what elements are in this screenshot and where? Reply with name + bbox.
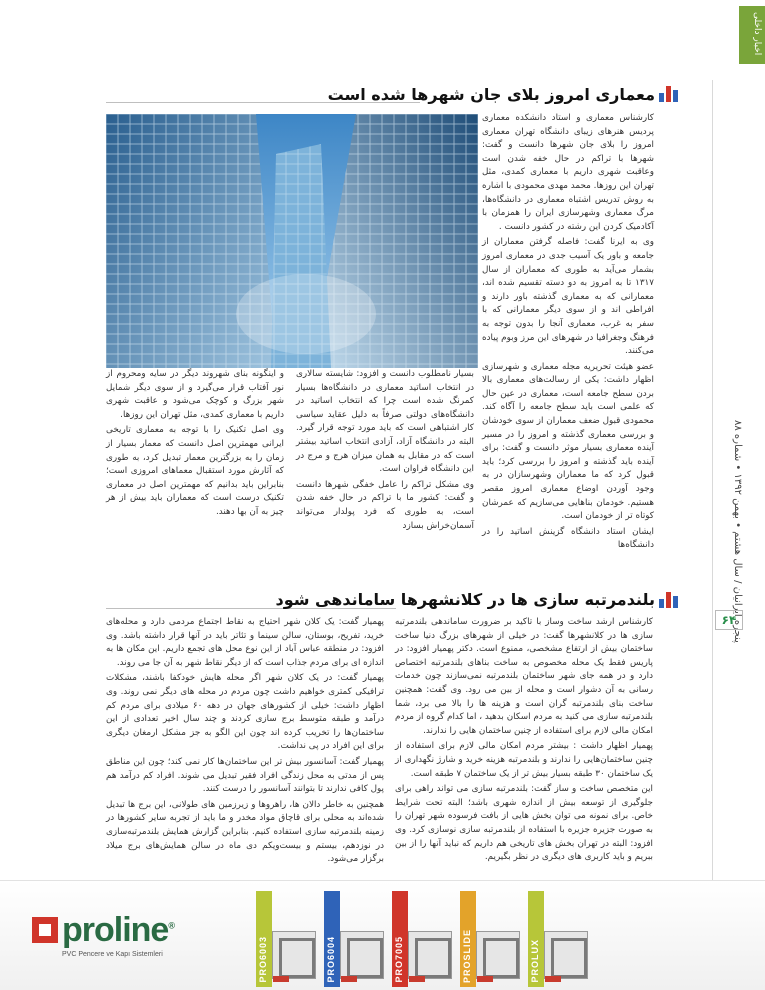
issue-meta-text: پنجره ایرانیان / سال هشتم • بهمن ۱۳۹۲ • شماره ۸۸ xyxy=(732,420,743,643)
product-name: PRO7005 xyxy=(394,936,404,983)
section-tab xyxy=(739,6,765,64)
paragraph: پهمیار گفت: در یک کلان شهر اگر محله هایش خودکفا باشند، مشکلات ترافیکی کمتری خواهیم داشت چون مردم در محله های دیگر نمی روند. وی اظهار داشت: خیلی از کشورهای جهان در دهه ۶۰ میلادی برای مردم کم درآمد و طبقه متوسط برج سازی کردند و چند سال اخیر تعدادی از این ساختمان‌ها را تخریب کرده اند چون این الگو به جز مشکل ارمغان دیگری برای این افراد در پی نداشت. xyxy=(106,673,384,752)
paragraph: همچنین به خاطر دالان ها، راهروها و زیرزمین های طولانی، این برج ها تبدیل شده‌اند به محلی برای قاچاق مواد مخدر و ما باید از تجربه سایر کشورها در زمینه بلندمرتبه سازی استفاده کنیم. بنابراین گزارش همایش بلندمرتبه‌سازی در نوزدهم، بیستم و بیست‌ویکم دی ماه در سالن همایش‌های برج میلاد برگزار می‌شود. xyxy=(106,799,384,865)
paragraph: وی مشکل تراکم را عامل خفگی شهرها دانست و گفت: کشور ما با تراکم در حال خفه شدن است، به طوری که فرد پولدار می‌تواند آسمان‌خراش بسازد xyxy=(296,479,474,531)
product-profile xyxy=(386,891,456,987)
paragraph: ایشان استاد دانشگاه گزینش اساتید را در دانشگاه‌ها xyxy=(482,526,654,551)
skyscraper-photo xyxy=(106,114,478,368)
product-label-band xyxy=(460,891,476,987)
product-label-band xyxy=(324,891,340,987)
proline-advertisement xyxy=(0,880,765,990)
article2-column-left xyxy=(106,616,384,869)
paragraph: وی به ایرنا گفت: فاصله گرفتن معماران از جامعه و باور یک آسیب جدی در معماری امروز بشمار می‌آید به طوری که معماران از سال ۱۳۱۷ تا به امروز به دو دسته تقسیم شده اند، معمارانی که به معماری گذشته باور دارند و افراطی اند و از سوی دیگر معمارانی که با سفر به غرب، معماری آنجا را بدون توجه به فرهنگ وجغرافیا در شهرهای این مرز وبوم پیاده می‌کنند. xyxy=(482,237,654,357)
page-number: ۶۴ xyxy=(715,610,743,630)
article1-column-left xyxy=(106,368,284,522)
paragraph: و اینگونه بنای شهروند دیگر در سایه ومحروم از نور آفتاب قرار می‌گیرد و از سوی دیگر شمایل شهر بزرگ و کوچک می‌شود و عاقبت شهری داریم با معماری کمدی، مثل تهران این روزها. xyxy=(106,369,284,420)
product-label-band xyxy=(392,891,408,987)
article1-column-right xyxy=(482,112,654,555)
bar-chart-icon xyxy=(659,86,679,102)
paragraph: کارشناس معماری و استاد دانشکده معماری پردیس هنرهای زیبای دانشگاه تهران معماری امروز را بلای جان شهرها دانست و گفت: شهرها با تراکم در حال خفه شدن است وعاقبت شهری داریم با معماری کمدی، مثل تهران این روزها. محمد مهدی محمودی با اشاره به روش تدریس اشتباه معماری در دانشگاه‌ها، مرگ معماری وشهرسازی ایران را همزمان با آکادمیک کردن این رشته در کشور دانست . xyxy=(482,113,654,232)
article2-title: بلندمرتبه سازی ها در کلانشهرها ساماندهی شود xyxy=(275,590,655,609)
proline-logo-mark xyxy=(32,917,58,943)
product-label-band xyxy=(528,891,544,987)
product-profile xyxy=(454,891,524,987)
product-name: PROSLIDE xyxy=(462,928,472,983)
skyscraper-illustration xyxy=(106,114,478,368)
window-profile-icon xyxy=(272,931,316,979)
paragraph: پهمیار اظهار داشت : بیشتر مردم امکان مالی لازم برای استفاده از چنین ساختمان‌هایی را ندارند و بلندمرتبه هزینه خرید و شارژ نگهداری از یک ساختمان ۳۰ طبقه بسیار بیش تر از یک ساختمان ۷ طبقه است. xyxy=(395,741,653,779)
window-profile-icon xyxy=(408,931,452,979)
proline-tagline: PVC Pencere ve Kapı Sistemleri xyxy=(62,951,163,958)
paragraph: پهمیار گفت: آسانسور بیش تر این ساختمان‌ها کار نمی کند؛ چون این مناطق پس از مدتی به محل زندگی افراد فقیر تبدیل می شوند. افراد کم درآمد هم پول کافی ندارند تا بتوانند آسانسور را درست کنند. xyxy=(106,756,384,795)
product-name: PROLUX xyxy=(530,939,540,983)
product-name: PRO6003 xyxy=(258,936,268,983)
paragraph: وی اصل تکنیک را با توجه به معماری تاریخی ایرانی مهمترین اصل دانست که معمار بسیار از زمان را به بزرگترین معمار تبدیل کرد، به طوری که آثارش مورد استقبال معماهای امروزی است؛ بنابراین باید بدانیم که مهمترین اصل در معماری تکنیک درست است که معماران باید بیش از هر چیز به آن بها دهند. xyxy=(106,425,284,517)
article1-column-middle xyxy=(296,368,474,535)
product-profile xyxy=(522,891,592,987)
bar-chart-icon xyxy=(659,592,679,608)
paragraph: بسیار نامطلوب دانست و افزود: شایسته سالاری در انتخاب اساتید معماری در دانشگاه‌ها بسیار کمرنگ شده است چرا که انتخاب اساتید در دانشگاه‌های دولتی صرفاً به دلیل عقاید سیاسی کار اشتباهی است که باید مورد توجه قرار گیرد. البته در دانشگاه آزاد، آزادی انتخاب اساتید بیشتر است که در مقابل به همان میزان هرج و مرج در این دانشگاه فراوان است. xyxy=(296,369,474,475)
product-name: PRO6004 xyxy=(326,936,336,983)
paragraph: عضو هیئت تحریریه مجله معماری و شهرسازی اظهار داشت: یکی از رسالت‌های معماری بالا بردن سطح جامعه است، معماری در عین حال که علمی است باید سطح جامعه را آگاه کند. محمودی قبول ضعف معماران از سوی خودشان و بررسی معماری گذشته و امروز را در مسیر آینده معماری بسیار موثر دانست و گفت: برای آینده باید گذشته و امروز را بررسی کرد؛ باید قبول کرد که ما معماران وشهرسازان در به وجود آوردن اوضاع معماری امروز مقصر هستیم. خودمان بناهایی می‌سازیم که عمرشان کوتاه تر از خودمان است. xyxy=(482,361,654,522)
section-tab-label: اخبار داخلی xyxy=(752,12,762,56)
product-profile xyxy=(250,891,320,987)
product-label-band xyxy=(256,891,272,987)
article2-column-right xyxy=(395,616,653,867)
paragraph: کارشناس ارشد ساخت وساز با تاکید بر ضرورت ساماندهی بلندمرتبه سازی ها در کلانشهرها گفت: در خیلی از شهرهای بزرگ دنیا ساخت ساختمان بیش از ارتفاع مشخصی، ممنوع است. دکتر پهمیار افزود: در پاریس فقط یک محله مخصوص به ساخت بناهای بلندمرتبه اختصاص دارد و در همه جای شهر ساختمان بلندمرتبه نمی‌سازند چون خدمات رسانی به آن دشوار است و محله از بین می رود. وی گفت: همچنین ساخت بنای بلندمرتبه گران است و هزینه ها را بالا می برد، شما بلندمرتبه سازی می کنید به مردم اسکان بدهید ، اما کدام گروه از مردم امکان مالی لازم برای استفاده از چنین ساختمان هایی را ندارند. xyxy=(395,617,653,736)
paragraph: این متخصص ساخت و ساز گفت: بلندمرتبه سازی می تواند راهی برای جلوگیری از توسعه بیش از اندازه شهری باشد؛ البته تحت شرایط خاص. برای نمونه می توان بخش هایی از بافت فرسوده شهر تهران را به صورت جزیره جزیره با استفاده از بلندمرتبه سازی نوسازی کرد. وی افزود: البته در تهران بخش های تاریخی هم داریم که نباید آنها را از بین ببریم و باید کاربری های دیگری در نظر بگیریم. xyxy=(395,784,653,863)
side-divider xyxy=(712,80,713,950)
window-profile-icon xyxy=(340,931,384,979)
window-profile-icon xyxy=(476,931,520,979)
article1-title: معماری امروز بلای جان شهرها شده است xyxy=(327,85,655,104)
proline-logo xyxy=(32,911,212,977)
product-profile xyxy=(318,891,388,987)
proline-brand: proline® xyxy=(62,911,174,949)
window-profile-icon xyxy=(544,931,588,979)
paragraph: پهمیار گفت: یک کلان شهر احتیاج به نقاط اجتماع مردمی دارد و محله‌های خرید، تفریح، بوستان، سالن سینما و تئاتر باید در آنها قرار داشته باشد. وی افزود: در منطقه عباس آباد از این نوع محل های تجمع داریم. این مکان ها به اندازه ای برای مردم جذاب است که از دیگر نقاط شهر به آن جا می روند. xyxy=(106,617,384,668)
